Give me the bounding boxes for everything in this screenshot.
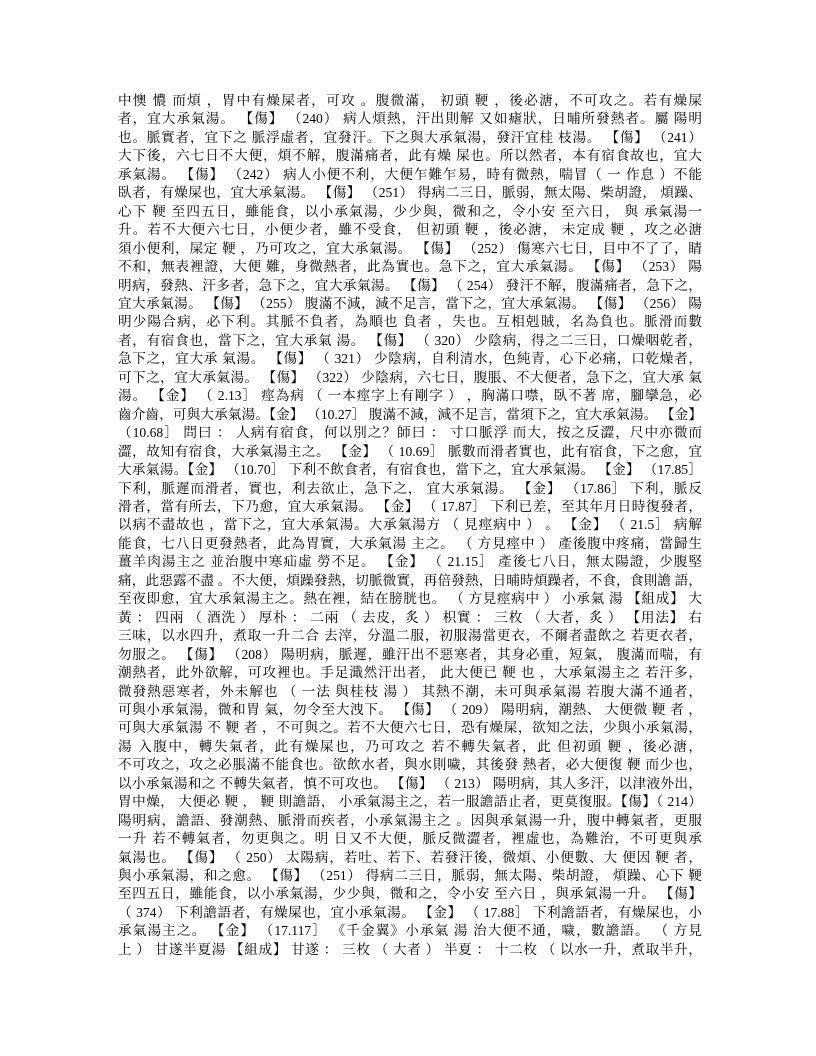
text-line: 以小承氣湯和之 不轉失氣者，慎不可攻也。 【傷】 （ 213） 陽明病，其人多汗，以津液外出，	[118, 775, 702, 791]
text-line: 可下之，宜大承氣湯。 【傷】 （322） 少陰病，六七日，腹脹、不大便者，急下之，宜大承 氣	[118, 369, 702, 385]
text-line: 痛，此惡露不盡 。不大便，煩躁發熱，切脈微實，再倍發熱，日晡時煩躁者，不食，食則譫 語，	[118, 572, 702, 588]
text-line: 明病，發熱、汗多者，急下之，宜大承氣湯。 【傷】 （ 254） 發汗不解，腹滿痛者，急下之，	[118, 277, 702, 293]
text-line: 胃中燥， 大便必 鞕 ， 鞕 則譫語， 小承氣湯主之，若一服譫語止者，更莫復服。【傷】（ 214）	[118, 794, 702, 810]
text-line: 上 ） 甘遂半夏湯 【組成】 甘遂 ： 三枚 （ 大者 ） 半夏 ： 十二枚 （ 以水一升，煮取半升，	[118, 941, 702, 957]
text-line: 澀，故知有宿食，大承氣湯主之。 【金】 （ 10.69］ 脈數而滑者實也，此有宿食，下之愈，宜	[118, 443, 702, 459]
text-line: 須小便利，屎定 鞕 ，乃可攻之，宜大承氣湯。 【傷】 （252） 傷寒六七日，目中不了了，睛	[118, 240, 702, 256]
text-line: 微發熱惡寒者，外未解也 （ 一法 與桂枝 湯 ） 其熱不潮，未可與承氣湯 若腹大滿不通者，	[118, 683, 702, 699]
text-line: 不可攻之，攻之必脹滿不能食也。欲飲水者，與水則噦，其後發 熱者，必大便復 鞕 而少也，	[118, 757, 702, 773]
text-line: 大承氣湯。【金】 （10.70］ 下利不飲食者，有宿食也，當下之，宜大承氣湯。 【金】 （17.85］	[118, 462, 702, 478]
text-line: 至四五日，雖能食，以小承氣湯，少少與，微和之，令小安 至六日 ，與承氣湯一升。 【傷】	[118, 886, 702, 902]
text-line: 三味，以水四升，煮取一升二合 去滓，分溫二服，初服湯當更衣，不爾者盡飲之 若更衣者，	[118, 628, 702, 644]
text-line: 湯。 【金】 （ 2.13］ 痙為病 （ 一本痙字上有剛字 ） ，胸滿口噤，臥不著 席，腳攣急，必	[118, 388, 702, 404]
text-line: 承氣湯。 【傷】 （242） 病人小便不利，大便乍難乍易，時有微熱，喘冒（ 一 作息 ）不能	[118, 166, 702, 182]
text-block	[118, 92, 702, 959]
text-line: 黃 ： 四兩 （ 酒洗 ） 厚朴 ： 二兩 （ 去皮，炙 ） 枳實 ： 三枚 （ 大者，炙 ） 【用法】 右	[118, 609, 702, 625]
text-line: 不和，無表裡證，大便 難，身微熱者，此為實也。急下之，宜大承氣湯。 【傷】 （253） 陽	[118, 259, 702, 275]
text-line: 至夜即愈，宜大承氣湯主之。熱在裡，結在膀胱也。 （ 方見痙病中 ） 小承氣 湯 【組成】 大	[118, 591, 702, 607]
text-line: 升。若不大便六七日，小便少者，雖不受食， 但初頭 鞕 ，後必溏， 未定成 鞕 ，攻之必溏	[118, 222, 702, 238]
text-line: （10.68］ 問曰 ： 人病有宿食，何以別之？師曰 ： 寸口脈浮 而大，按之反澀，尺中亦微而	[118, 425, 702, 441]
text-line: 明少陽合病，必下利。其脈不負者，為順也 負者 ，失也。互相剋賊，名為負也。脈滑而數	[118, 314, 702, 330]
text-line: 可與小承氣湯，微和胃 氣，勿令至大洩下。 【傷】 （ 209） 陽明病，潮熱、 大便微 鞕 者 ，	[118, 701, 702, 717]
text-line: 滑者，當有所去，下乃愈，宜大承氣湯。 【金】 （ 17.87］ 下利已差，至其年月日時復發者，	[118, 498, 702, 514]
text-line: 齒介齒，可與大承氣湯。【金】 （10.27］ 腹滿不減，減不足言，當須下之，宜大承氣湯。 【金】	[118, 406, 702, 422]
text-line: 與小承氣湯，和之愈。 【傷】 （251） 得病二三日，脈弱，無太陽、柴胡證， 煩躁、心下 鞕	[118, 868, 702, 884]
text-line: 者，有宿食也，當下之，宜大承氣 湯。 【傷】 （ 320） 少陰病，得之二三日，口燥咽乾者，	[118, 332, 702, 348]
text-line: 中懊 憹 而煩 ，胃中有燥屎者，可攻 。腹微滿， 初頭 鞕 ，後必溏，不可攻之。若有燥屎	[118, 93, 702, 108]
text-line: 心下 鞕 至四五日，雖能食，以小承氣湯，少少與，微和之，令小安 至六日， 與 承氣湯一	[118, 203, 702, 219]
text-line: 潮熱者，此外欲解，可攻裡也。手足濈然汗出者， 此大便已 鞕 也 ，大承氣湯主之 若汗多，	[118, 665, 702, 681]
text-line: 者，宜大承氣湯。 【傷】 （240） 病人煩熱，汗出則解 又如瘧狀，日晡所發熱者。屬 陽明	[118, 111, 702, 127]
text-line: 薑羊肉湯主之 並治腹中寒疝虛 勞不足。 【金】 （ 21.15］ 產後七八日，無太陽證，少腹堅	[118, 554, 702, 570]
text-line: 陽明病，譫語、發潮熱、脈滑而疾者，小承氣湯主之 。因與承氣湯一升，腹中轉氣者，更服	[118, 812, 702, 828]
text-line: 急下之，宜大承 氣湯。 【傷】 （ 321） 少陰病，自利清水，色純青，心下必痛，口乾燥者，	[118, 351, 702, 367]
text-line: 承氣湯主之。 【金】 （17.117］ 《千金翼》小承氣 湯 治大便不通，噦，數譫語。 （ 方見	[118, 923, 702, 939]
text-line: 也。脈實者，宜下之 脈浮虛者，宜發汗。下之與大承氣湯，發汗宜桂 枝湯。 【傷】 （241）	[118, 129, 702, 145]
text-line: 氣湯也。 【傷】 （ 250） 太陽病，若吐、若下、若發汗後，微煩、小便數、大 便因 鞕 者，	[118, 849, 702, 865]
text-line: 大下後，六七日不大便，煩不解，腹滿痛者，此有燥 屎也。所以然者，本有宿食故也，宜大	[118, 148, 702, 164]
text-line: 宜大承氣湯。 【傷】 （255） 腹滿不減，減不足言，當下之，宜大承氣湯。 【傷】 （256） 陽	[118, 295, 702, 311]
text-line: 湯 入腹中，轉失氣者，此有燥屎也，乃可攻之 若不轉失氣者，此 但初頭 鞕 ，後必溏，	[118, 738, 702, 754]
text-line: （ 374） 下利譫語者，有燥屎也，宜小承氣湯。 【金】 （ 17.88］ 下利譫語者，有燥屎也，小	[118, 904, 702, 920]
text-line: 可與大承氣湯 不 鞕 者 ，不可與之。若不大便六七日，恐有燥屎，欲知之法，少與小承氣湯，	[118, 720, 702, 736]
text-line: 以病不盡故也 ，當下之，宜大承氣湯。大承氣湯方 （ 見痙病中 ） 。 【金】 （ 21.5］ 病解	[118, 517, 702, 533]
text-line: 臥者，有燥屎也，宜大承氣湯。 【傷】 （251） 得病二三日，脈弱，無太陽、柴胡證， 煩躁、	[118, 185, 702, 201]
text-line: 一升 若不轉氣者，勿更與之。明 日又不大便，脈反微澀者，裡虛也，為難治，不可更與承	[118, 831, 702, 847]
text-line: 能食，七八日更發熱者，此為胃實，大承氣湯 主之。 （ 方見痙中 ） 產後腹中疼痛，當歸生	[118, 535, 702, 551]
text-line: 下利，脈遲而滑者，實也，利去欲止，急下之， 宜大承氣湯。 【金】 （17.86］ 下利，脈反	[118, 480, 702, 496]
text-line: 勿服之。 【傷】 （208） 陽明病，脈遲，雖汗出不惡寒者，其身必重，短氣， 腹滿而喘，有	[118, 646, 702, 662]
